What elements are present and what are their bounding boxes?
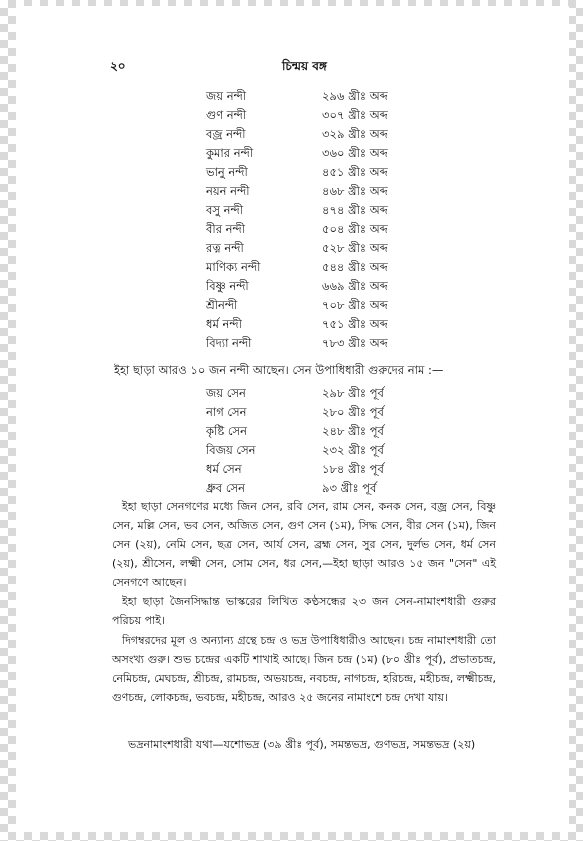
guru-year: ৯৩ খ্রীঃ পূর্ব [322,481,377,495]
guru-name: বিষ্ণু নন্দী [206,279,249,293]
page-number: ২০ [110,59,126,73]
guru-name: বিজয় সেন [206,443,256,457]
guru-year: ৫৪৪ খ্রীঃ অব্দ [322,260,388,274]
paragraph-bhadra-names: ভদ্রনামাংশধারী যথা—যশোভদ্র (৩৯ খ্রীঃ পূর্ব), সমন্তভদ্র, গুণভদ্র, সমন্তভদ্র (২য়) [128,738,476,751]
guru-year: ৩৬০ খ্রীঃ অব্দ [322,146,388,160]
guru-name: ধ্রুব সেন [206,481,245,495]
guru-year: ৭০৮ খ্রীঃ অব্দ [322,298,388,312]
guru-name: শ্রীনন্দী [206,298,238,312]
guru-name: জয় নন্দী [206,89,247,103]
guru-name: নাগ সেন [206,405,247,419]
page-sheet [16,6,569,832]
paragraph-sen-names: ইহা ছাড়া সেনগণের মধ্যে জিন সেন, রবি সেন, রাম সেন, কনক সেন, বজ্র সেন, বিষ্ণু সেন, মল্লি সেন, ভব সেন, অজিত সেন, গুণ সেন (১ম), সিদ্ধ সেন, বীর সেন (১ম), জিন সেন (২য়), নেমি সেন, ছত্র সেন, আর্য সেন, ব্রহ্ম সেন, সুর সেন, দুর্লভ সেন, ধর্ম সেন (২য়), শ্রীসেন, লক্ষ্মী সেন, সোম সেন, ধর সেন,—ইহা ছাড়া আরও ১৫ জন "সেন" এই সেনগণে আছেন। [112,500,496,589]
guru-name: নয়ন নন্দী [206,184,250,198]
guru-year: ১৮৪ খ্রীঃ পূর্ব [322,462,384,476]
guru-name: রত্ন নন্দী [206,241,244,255]
guru-name: বজ্র নন্দী [206,127,246,141]
guru-year: ৪৬৮ খ্রীঃ অব্দ [322,184,388,198]
guru-name: কুমার নন্দী [206,146,254,160]
guru-name: মাণিক্য নন্দী [206,260,261,274]
guru-name: জয় সেন [206,386,246,400]
guru-name: ধর্ম সেন [206,462,242,476]
guru-name: বিদ্যা নন্দী [206,336,252,350]
guru-year: ৪৫১ খ্রীঃ অব্দ [322,165,388,179]
guru-name: ভানু নন্দী [206,165,248,179]
guru-name: ধর্ম নন্দী [206,317,242,331]
guru-name: বীর নন্দী [206,222,246,236]
guru-year: ২৯৬ খ্রীঃ অব্দ [322,89,388,103]
page-title: চিন্ময় বঙ্গ [282,59,327,73]
guru-year: ৭৫১ খ্রীঃ অব্দ [322,317,388,331]
guru-name: বসু নন্দী [206,203,244,217]
guru-year: ৩২৯ খ্রীঃ অব্দ [322,127,388,141]
sen-intro-line: ইহা ছাড়া আরও ১০ জন নন্দী আছেন। সেন উপাধিধারী গুরুদের নাম :— [114,363,444,377]
guru-year: ৫০৪ খ্রীঃ অব্দ [322,222,388,236]
guru-year: ২৩২ খ্রীঃ পূর্ব [322,443,384,457]
guru-year: ৭৮৩ খ্রীঃ অব্দ [322,336,388,350]
guru-name: গুণ নন্দী [206,108,247,122]
guru-year: ৪৭৪ খ্রীঃ অব্দ [322,203,388,217]
guru-year: ২৮০ খ্রীঃ পূর্ব [322,405,384,419]
guru-name: কৃষ্টি সেন [206,424,248,438]
guru-year: ৩০৭ খ্রীঃ অব্দ [322,108,388,122]
guru-year: ৬৬৯ খ্রীঃ অব্দ [322,279,388,293]
paragraph-sen-guru-count: ইহা ছাড়া জৈনসিদ্ধান্ত ভাস্করের লিখিত কণ্ঠসন্ধের ২৩ জন সেন-নামাংশধারী গুরুর পরিচয় পাই। [112,595,496,627]
paragraph-chandra-names: দিগম্বরদের মূল ও অন্যান্য গ্রন্থে চন্দ্র ও ভদ্র উপাধিধারীও আছেন। চন্দ্র নামাংশধারী তো অসংখ্য গুরু। শুভ চন্দ্রের একটি শাখাই আছে। জিন চন্দ্র (১ম) (৮০ খ্রীঃ পূর্ব), প্রভাতচন্দ্র, নেমিচন্দ্র, মেঘচন্দ্র, শ্রীচন্দ্র, রামচন্দ্র, অভয়চন্দ্র, নবচন্দ্র, নাগচন্দ্র, হরিচন্দ্র, মহীচন্দ্র, লক্ষ্মীচন্দ্র, গুণচন্দ্র, লোকচন্দ্র, ভবচন্দ্র, মহীচন্দ্র, আরও ২৫ জনের নামাংশে চন্দ্র দেখা যায়। [112,634,496,704]
guru-year: ২৪৮ খ্রীঃ পূর্ব [322,424,384,438]
guru-year: ৫২৮ খ্রীঃ অব্দ [322,241,388,255]
guru-year: ২৯৮ খ্রীঃ পূর্ব [322,386,384,400]
